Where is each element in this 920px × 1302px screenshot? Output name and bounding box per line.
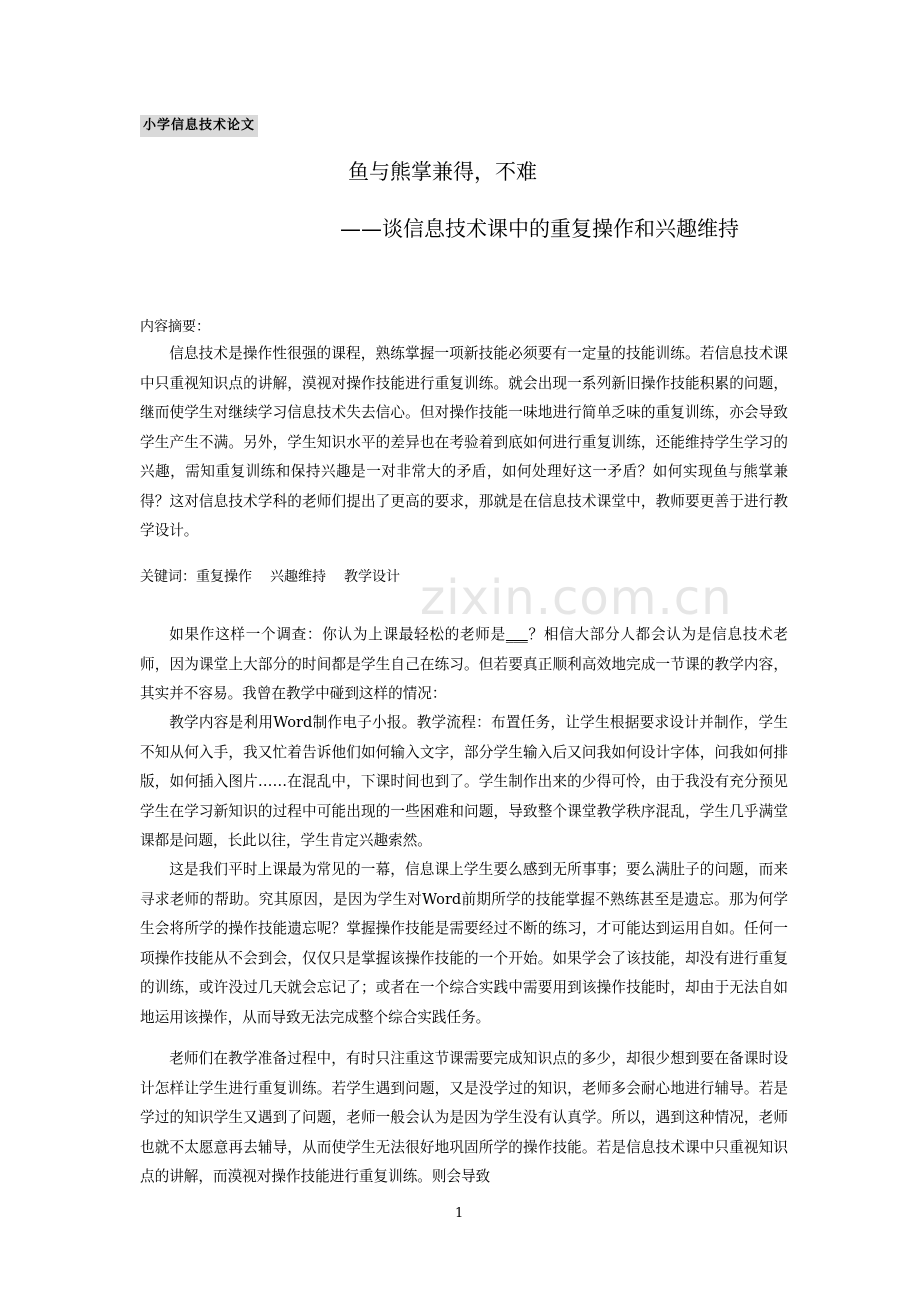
keywords-label: 关键词： [140,569,196,585]
paper-title: 鱼与熊掌兼得，不难 [348,160,537,184]
keyword-item: 教学设计 [344,569,400,585]
paragraph-text: 如果作这样一个调查：你认为上课最轻松的老师是 [169,626,506,643]
paragraph-text: ？相信大部分人都会认为是信息技术老师，因为课堂上大部分的时间都是学生自己在练习。但若要真正顺利高效地完成一节课的教学内容，其实并不容易。我曾在教学中碰到这样的情况： [140,626,788,702]
body-paragraph-3: 这是我们平时上课最为常见的一幕，信息课上学生要么感到无所事事；要么满肚子的问题，而来寻求老师的帮助。究其原因，是因为学生对Word前期所学的技能掌握不熟练甚至是遗忘。那为何学生会将所学的操作技能遗忘呢？掌握操作技能是需要经过不断的练习，才可能达到运用自如。任何一项操作技能从不会到会，仅仅只是掌握该操作技能的一个开始。如果学会了该技能，却没有进行重复的训练，或许没过几天就会忘记了；或者在一个综合实践中需要用到该操作技能时，却由于无法自如地运用该操作，从而导致无法完成整个综合实践任务。 [140,861,788,1026]
keyword-item: 兴趣维持 [270,569,326,585]
keyword-item: 重复操作 [196,569,252,585]
keywords-line [140,566,418,586]
fill-blank: ___ [505,626,528,643]
abstract-text: 信息技术是操作性很强的课程，熟练掌握一项新技能必须要有一定量的技能训练。若信息技术课中只重视知识点的讲解，漠视对操作技能进行重复训练。就会出现一系列新旧操作技能积累的问题，继而使学生对继续学习信息技术失去信心。但对操作技能一味地进行简单乏味的重复训练，亦会导致学生产生不满。另外，学生知识水平的差异也在考验着到底如何进行重复训练，还能维持学生学习的兴趣，需知重复训练和保持兴趣是一对非常大的矛盾，如何处理好这一矛盾？如何实现鱼与熊掌兼得？这对信息技术学科的老师们提出了更高的要求，那就是在信息技术课堂中，教师要更善于进行教学设计。 [140,345,788,539]
page-number: 1 [455,1206,464,1221]
body-paragraph-1 [140,620,788,709]
watermark: zixin.com.cn [420,570,733,626]
body-paragraph-4: 老师们在教学准备过程中，有时只注重这节课需要完成知识点的多少，却很少想到要在备课时设计怎样让学生进行重复训练。若学生遇到问题，又是没学过的知识，老师多会耐心地进行辅导。若是学过的知识学生又遇到了问题，老师一般会认为是因为学生没有认真学。所以，遇到这种情况，老师也就不太愿意再去辅导，从而使学生无法很好地巩固所学的操作技能。若是信息技术课中只重视知识点的讲解，而漠视对操作技能进行重复训练。则会导致 [140,1050,788,1185]
category-tag: 小学信息技术论文 [140,115,258,137]
body-paragraph-2: 教学内容是利用Word制作电子小报。教学流程：布置任务，让学生根据要求设计并制作，学生不知从何入手，我又忙着告诉他们如何输入文字，部分学生输入后又问我如何设计字体，问我如何排版，如何插入图片……在混乱中，下课时间也到了。学生制作出来的少得可怜，由于我没有充分预见学生在学习新知识的过程中可能出现的一些困难和问题，导致整个课堂教学秩序混乱，学生几乎满堂课都是问题，长此以往，学生肯定兴趣索然。 [140,714,788,849]
paper-subtitle: ——谈信息技术课中的重复操作和兴趣维持 [340,217,739,241]
abstract-heading: 内容摘要： [140,319,210,335]
